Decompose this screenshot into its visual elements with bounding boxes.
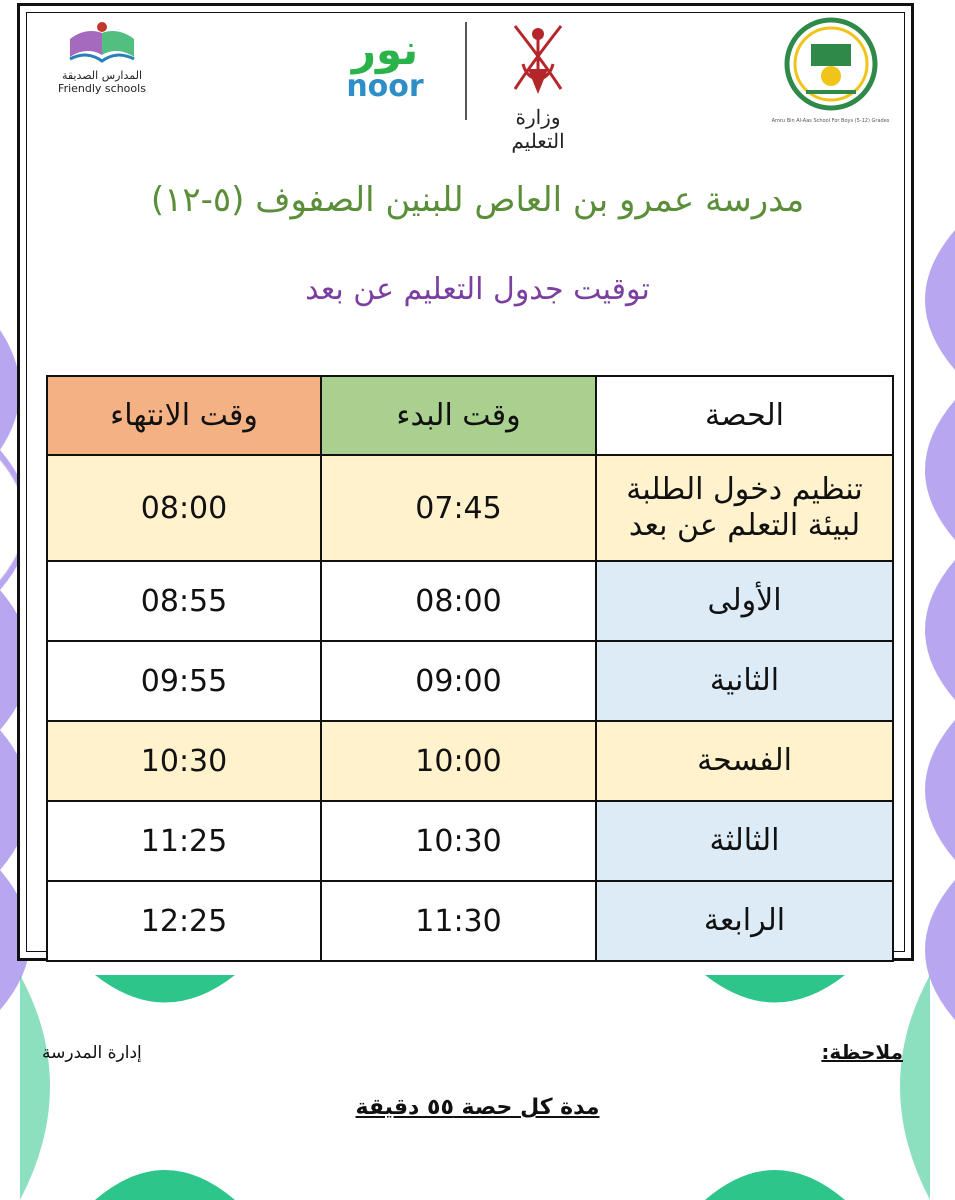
period-duration-text: مدة كل حصة ٥٥ دقيقة	[355, 1095, 600, 1120]
table-header-row	[47, 376, 893, 455]
noor-arabic: نور	[351, 25, 419, 74]
period-cell: الفسحة	[596, 721, 893, 801]
start-time-cell: 10:30	[321, 801, 596, 881]
table-row	[47, 561, 893, 641]
schedule-subtitle: توقيت جدول التعليم عن بعد	[305, 272, 650, 307]
period-line: تنظيم دخول الطلبة	[626, 472, 863, 507]
school-administration: إدارة المدرسة	[42, 1043, 142, 1063]
period-cell: الرابعة	[596, 881, 893, 961]
logo-divider	[465, 22, 467, 120]
table-row	[47, 641, 893, 721]
friendly-schools-logo	[42, 17, 162, 107]
friendly-schools-english: Friendly schools	[58, 82, 146, 95]
start-time-cell: 08:00	[321, 561, 596, 641]
ministry-logo	[488, 14, 588, 153]
schedule-table	[46, 375, 894, 962]
noor-english: noor	[346, 69, 424, 104]
period-duration-note	[0, 1095, 955, 1120]
header-start-time: وقت البدء	[321, 376, 596, 455]
note-label: ملاحظة:	[821, 1040, 903, 1064]
end-time-cell: 10:30	[47, 721, 321, 801]
end-time-cell: 08:00	[47, 455, 321, 561]
school-emblem-icon	[776, 14, 886, 114]
ministry-arabic: وزارة التعليم	[511, 105, 565, 153]
table-row	[47, 801, 893, 881]
period-cell: الأولى	[596, 561, 893, 641]
table-row	[47, 721, 893, 801]
school-title: مدرسة عمرو بن العاص للبنين الصفوف (٥-١٢)	[150, 180, 805, 220]
school-logo-caption: Amru Bin Al-Aas School For Boys (5-12) Grades	[771, 118, 890, 124]
start-time-cell: 07:45	[321, 455, 596, 561]
start-time-cell: 10:00	[321, 721, 596, 801]
table-row	[47, 881, 893, 961]
open-book-icon	[62, 17, 142, 69]
noor-logo	[330, 25, 440, 108]
oman-emblem-icon	[503, 14, 573, 99]
header-period: الحصة	[596, 376, 893, 455]
start-time-cell: 11:30	[321, 881, 596, 961]
header-end-time: وقت الانتهاء	[47, 376, 321, 455]
school-logo	[768, 14, 893, 144]
period-cell: الثالثة	[596, 801, 893, 881]
period-cell	[596, 455, 893, 561]
start-time-cell: 09:00	[321, 641, 596, 721]
table-row	[47, 455, 893, 561]
end-time-cell: 11:25	[47, 801, 321, 881]
friendly-schools-arabic: المدارس الصديقة	[61, 69, 143, 82]
period-cell: الثانية	[596, 641, 893, 721]
period-line: لبيئة التعلم عن بعد	[628, 508, 861, 543]
end-time-cell: 09:55	[47, 641, 321, 721]
end-time-cell: 08:55	[47, 561, 321, 641]
end-time-cell: 12:25	[47, 881, 321, 961]
